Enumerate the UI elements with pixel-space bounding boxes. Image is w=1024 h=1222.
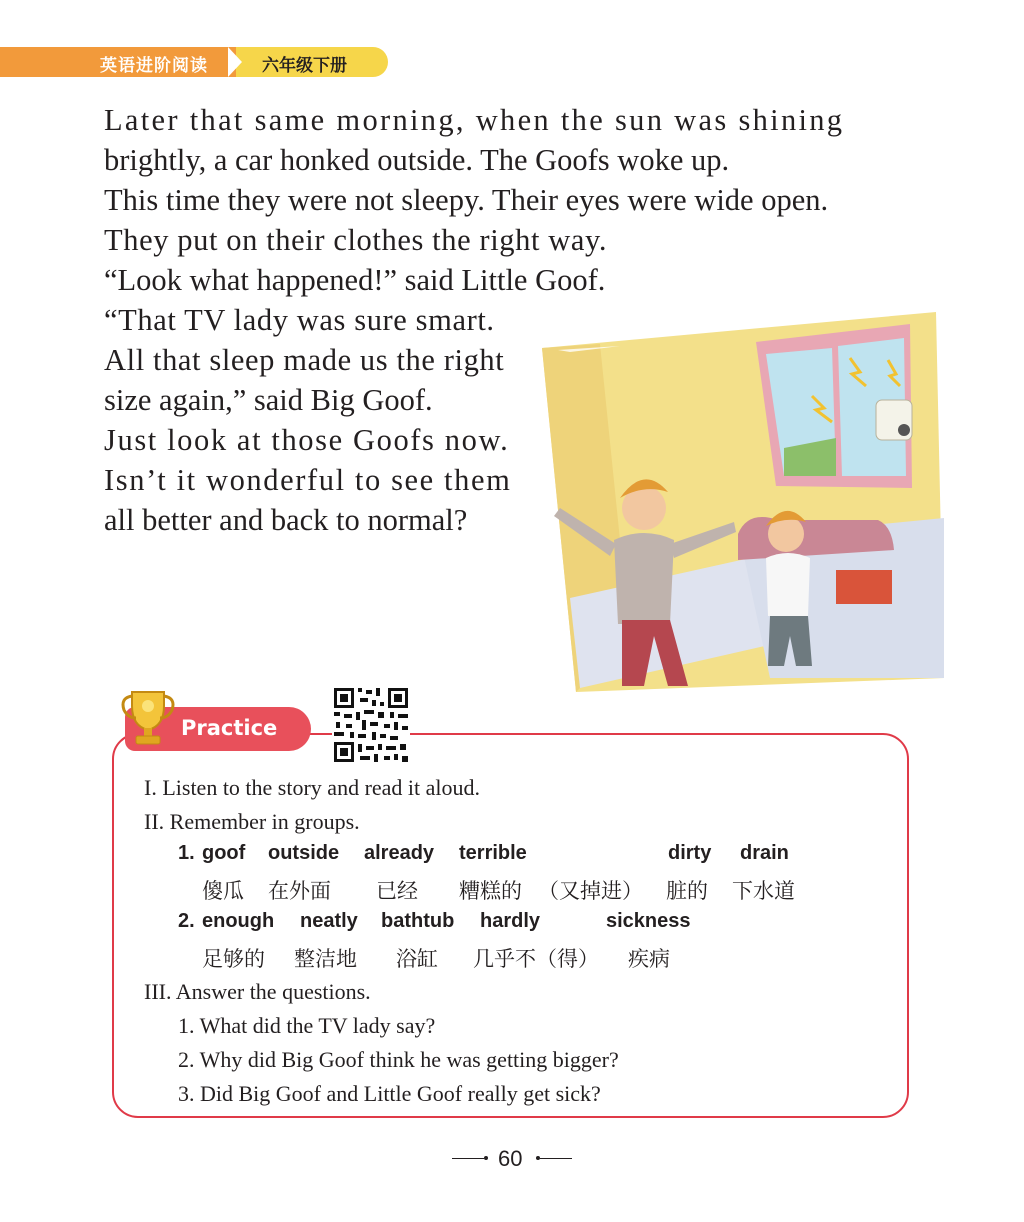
page-rule-left	[452, 1158, 484, 1159]
section-1: I. Listen to the story and read it aloud.	[144, 775, 481, 800]
trophy-icon	[118, 684, 178, 748]
story-line: “Look what happened!” said Little Goof.	[104, 263, 606, 297]
meaning-bathtub: 浴缸	[396, 947, 438, 971]
meaning-enough: 足够的	[202, 947, 265, 971]
section-3: III. Answer the questions.	[144, 979, 371, 1004]
meaning-hardly: 几乎不（得）	[473, 947, 599, 971]
page-rule-right	[540, 1158, 572, 1159]
word-hardly: hardly	[480, 910, 541, 932]
story-line: Just look at those Goofs now.	[104, 423, 510, 457]
meaning-already: 已经	[376, 879, 418, 903]
word-terrible: terrible	[459, 842, 527, 864]
grade-label: 六年级下册	[262, 56, 347, 76]
bedroom-illustration	[540, 308, 944, 692]
book-title: 英语进阶阅读	[100, 56, 208, 76]
word-drain: drain	[740, 842, 789, 864]
page-dot-left	[484, 1156, 488, 1160]
word-outside: outside	[268, 842, 340, 864]
meaning-terrible-note: （又掉进）	[538, 879, 643, 903]
group1-number: 1.	[178, 842, 195, 864]
meaning-goof: 傻瓜	[202, 879, 244, 903]
question-1: 1. What did the TV lady say?	[178, 1013, 436, 1038]
question-2: 2. Why did Big Goof think he was getting bigger?	[178, 1047, 619, 1072]
word-bathtub: bathtub	[381, 910, 455, 932]
question-3: 3. Did Big Goof and Little Goof really get sick?	[178, 1081, 601, 1106]
meaning-terrible: 糟糕的	[459, 879, 522, 903]
header-banner-notch	[228, 47, 242, 77]
meaning-sickness: 疾病	[628, 947, 670, 971]
story-line: Isn’t it wonderful to see them	[104, 463, 512, 497]
story-line: size again,” said Big Goof.	[104, 383, 433, 417]
section-2: II. Remember in groups.	[144, 809, 360, 834]
word-enough: enough	[202, 910, 275, 932]
page-number: 60	[498, 1146, 523, 1171]
practice-label: Practice	[181, 716, 278, 740]
story-line: This time they were not sleepy. Their eyes were wide open.	[104, 183, 829, 217]
meaning-neatly: 整洁地	[294, 947, 357, 971]
word-goof: goof	[202, 842, 246, 864]
group2-number: 2.	[178, 910, 195, 932]
word-neatly: neatly	[300, 910, 358, 932]
story-line: Later that same morning, when the sun was shining	[104, 103, 845, 137]
story-line: All that sleep made us the right	[104, 343, 505, 377]
meaning-dirty: 脏的	[666, 879, 708, 903]
qr-code[interactable]	[332, 686, 410, 764]
word-already: already	[364, 842, 435, 864]
meaning-drain: 下水道	[732, 879, 795, 903]
story-line: all better and back to normal?	[104, 503, 468, 537]
story-line: brightly, a car honked outside. The Goofs woke up.	[104, 143, 730, 177]
meaning-outside: 在外面	[268, 879, 331, 903]
word-sickness: sickness	[606, 910, 691, 932]
word-dirty: dirty	[668, 842, 712, 864]
story-line: They put on their clothes the right way.	[104, 223, 608, 257]
story-line: “That TV lady was sure smart.	[104, 303, 495, 337]
